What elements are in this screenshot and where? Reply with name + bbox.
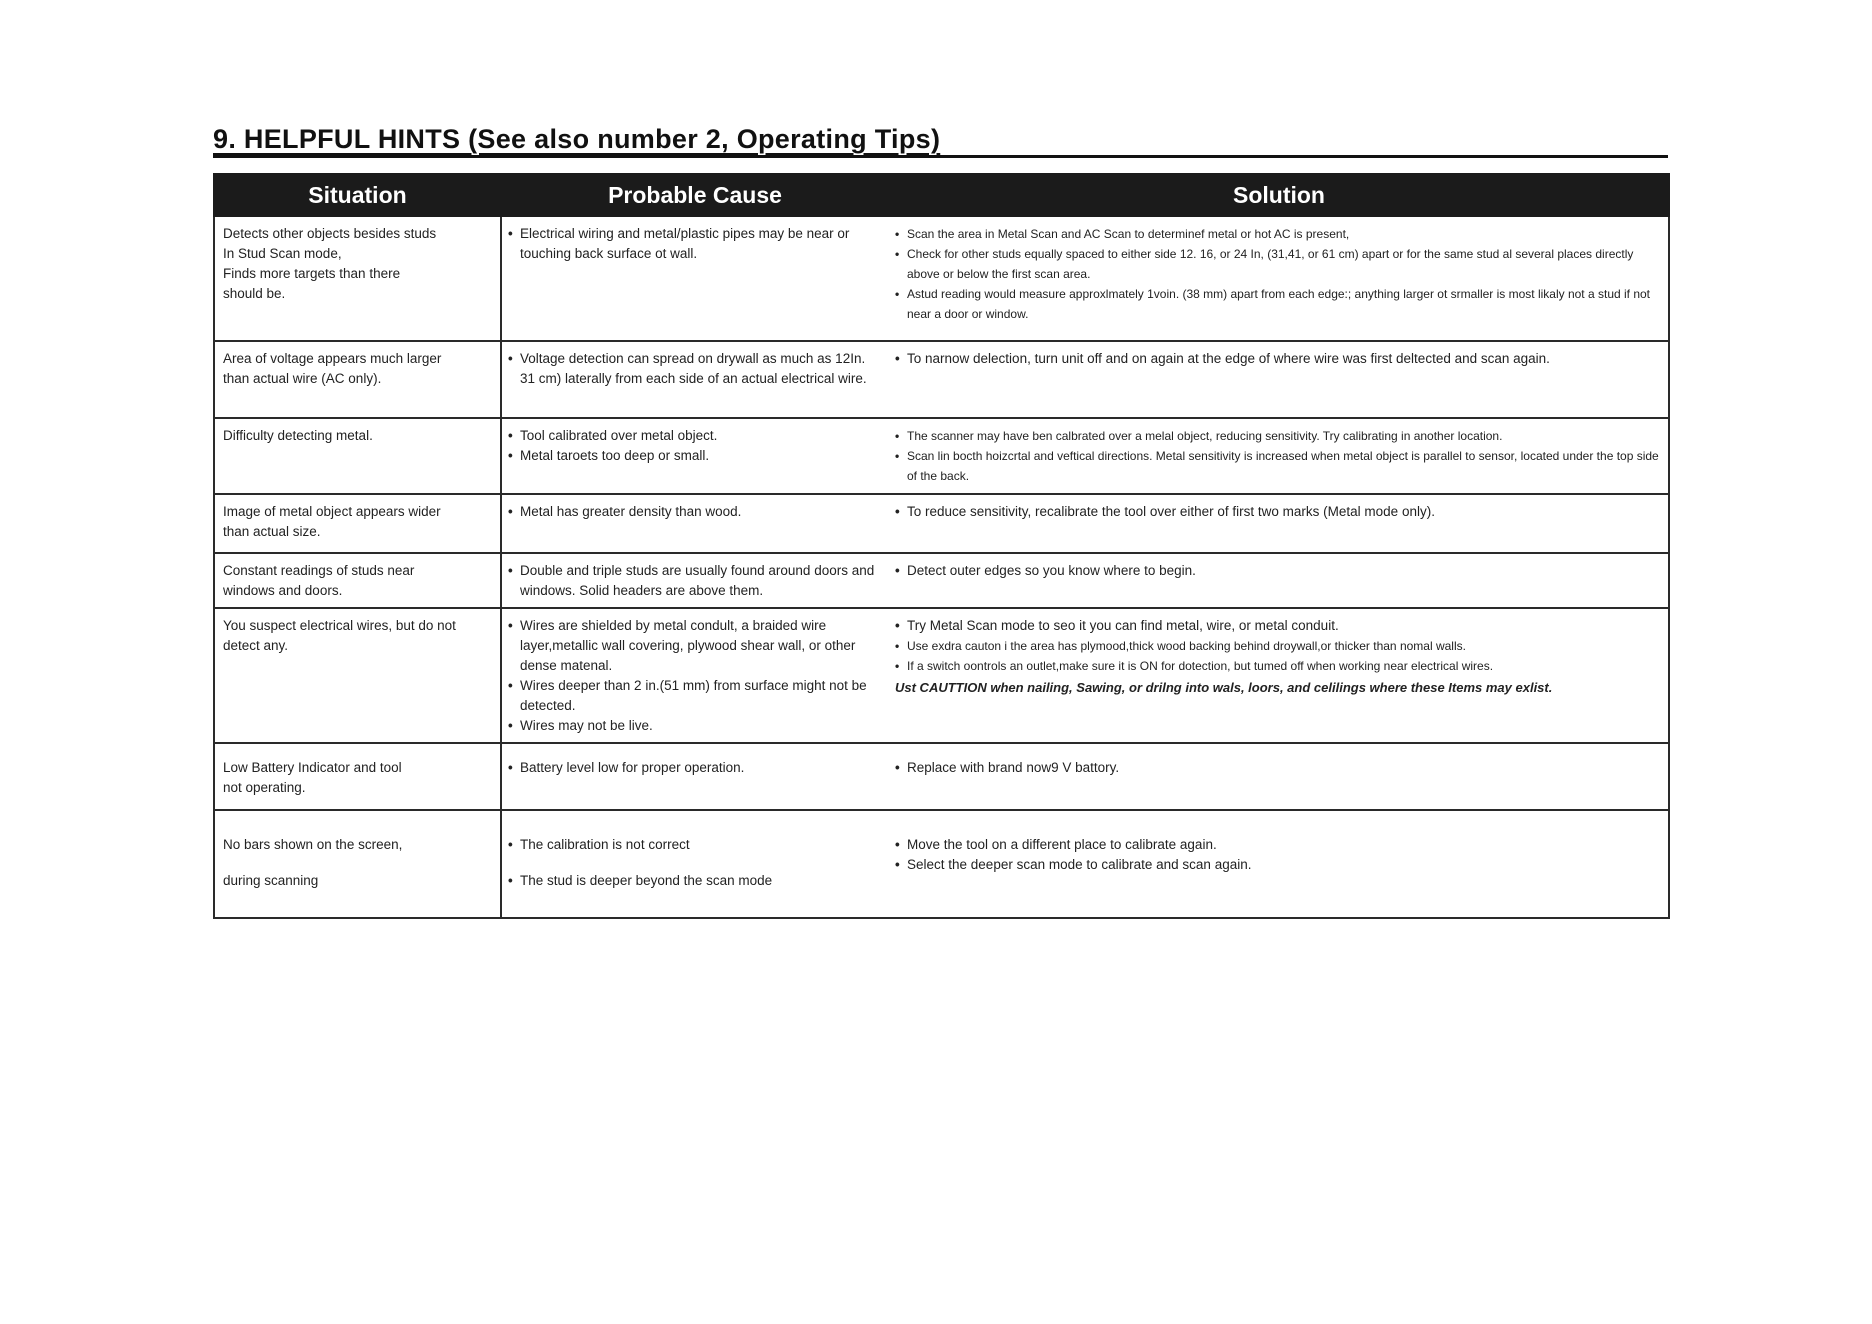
cause-cell xyxy=(501,418,889,494)
bullet-icon: • xyxy=(508,760,513,775)
table-row xyxy=(214,494,1669,553)
bullet-icon: • xyxy=(508,428,513,443)
header-situation: Situation xyxy=(214,174,501,216)
bullet-icon: • xyxy=(895,429,900,443)
situation-line: Difficulty detecting metal. xyxy=(223,428,373,443)
solution-item: • To narnow delection, turn unit off and on again at the edge of where wire was first deltected and scan again. xyxy=(895,349,1660,369)
cause-item: • Wires may not be live. xyxy=(508,716,881,736)
cause-cell xyxy=(501,553,889,608)
situation-line: detect any. xyxy=(223,638,289,653)
solution-cell xyxy=(889,216,1669,341)
solution-cell xyxy=(889,553,1669,608)
header-cause: Probable Cause xyxy=(501,174,889,216)
situation-line: not operating. xyxy=(223,780,306,795)
situation-line: than actual size. xyxy=(223,524,321,539)
situation-line: than actual wire (AC only). xyxy=(223,371,382,386)
situation-line: Low Battery Indicator and tool xyxy=(223,760,402,775)
bullet-icon: • xyxy=(508,718,513,733)
bullet-icon: • xyxy=(508,678,513,693)
bullet-icon: • xyxy=(895,618,900,633)
situation-line: No bars shown on the screen, xyxy=(223,837,403,852)
table-row xyxy=(214,608,1669,743)
bullet-icon: • xyxy=(895,504,900,519)
cause-item: • The calibration is not correct xyxy=(508,835,881,855)
solution-item: • Scan lin bocth hoizcrtal and veftical directions. Metal sensitivity is increased when metal object is parallel to sensor, located under the top side of the back. xyxy=(895,446,1660,486)
table-row xyxy=(214,553,1669,608)
bullet-icon: • xyxy=(895,837,900,852)
cause-item: • Metal taroets too deep or small. xyxy=(508,446,881,466)
header-row xyxy=(214,174,1669,216)
bullet-icon: • xyxy=(895,639,900,653)
page-title: 9. HELPFUL HINTS (See also number 2, Operating Tips) xyxy=(213,124,941,154)
situation-line: during scanning xyxy=(223,873,319,888)
situation-cell xyxy=(214,341,501,418)
cause-cell xyxy=(501,608,889,743)
bullet-icon: • xyxy=(895,659,900,673)
situation-cell xyxy=(214,494,501,553)
cause-item: • Wires are shielded by metal condult, a braided wire layer,metallic wall covering, plywood shear wall, or other dense matenal. xyxy=(508,618,856,673)
table-row xyxy=(214,743,1669,810)
bullet-icon: • xyxy=(895,563,900,578)
cause-cell xyxy=(501,810,889,918)
bullet-icon: • xyxy=(508,618,513,633)
cause-item: • The stud is deeper beyond the scan mode xyxy=(508,871,881,891)
title-rule xyxy=(213,155,1668,158)
table-row xyxy=(214,810,1669,918)
solution-item: • Move the tool on a different place to calibrate again. xyxy=(895,835,1315,855)
cause-item: • Double and triple studs are usually found around doors and windows. Solid headers are above them. xyxy=(508,563,875,598)
situation-cell xyxy=(214,216,501,341)
situation-cell xyxy=(214,553,501,608)
situation-line: Area of voltage appears much larger xyxy=(223,351,442,366)
cause-cell xyxy=(501,341,889,418)
bullet-icon: • xyxy=(895,227,900,241)
situation-line: You suspect electrical wires, but do not xyxy=(223,618,456,633)
situation-line: In Stud Scan mode, xyxy=(223,246,342,261)
bullet-icon: • xyxy=(508,351,513,366)
bullet-icon: • xyxy=(895,247,900,261)
bullet-icon: • xyxy=(895,287,900,301)
cause-cell xyxy=(501,216,889,341)
table-row xyxy=(214,216,1669,341)
solution-item: • Use exdra cauton i the area has plymood,thick wood backing behind droywall,or thicker than nomal walls. xyxy=(895,636,1660,656)
bullet-icon: • xyxy=(508,563,513,578)
cause-item: • Tool calibrated over metal object. xyxy=(508,426,881,446)
cause-item: • Battery level low for proper operation. xyxy=(508,758,881,778)
solution-item: • If a switch oontrols an outlet,make sure it is ON for dotection, but tumed off when working near electrical wires. xyxy=(895,656,1660,676)
situation-line: Constant readings of studs near xyxy=(223,563,415,578)
helpful-hints-table xyxy=(213,173,1670,919)
solution-item: • Detect outer edges so you know where to begin. xyxy=(895,561,1660,581)
cause-cell xyxy=(501,494,889,553)
solution-item: • Check for other studs equally spaced to either side 12. 16, or 24 In, (31,41, or 61 cm) apart or for the same stud al several places directly above or below the first scan area. xyxy=(895,244,1660,284)
bullet-icon: • xyxy=(508,226,513,241)
solution-item: • Try Metal Scan mode to seo it you can find metal, wire, or metal conduit. xyxy=(895,616,1660,636)
solution-cell xyxy=(889,608,1669,743)
table-row xyxy=(214,341,1669,418)
situation-cell xyxy=(214,743,501,810)
bullet-icon: • xyxy=(895,857,900,872)
solution-item: • Scan the area in Metal Scan and AC Scan to determinef metal or hot AC is present, xyxy=(895,224,1660,244)
solution-item: • Select the deeper scan mode to calibrate and scan again. xyxy=(895,855,1315,875)
cause-item: • Electrical wiring and metal/plastic pipes may be near or touching back surface ot wall. xyxy=(508,226,850,261)
bullet-icon: • xyxy=(508,873,513,888)
situation-cell xyxy=(214,810,501,918)
bullet-icon: • xyxy=(508,837,513,852)
caution-note: Ust CAUTTION when nailing, Sawing, or drilng into wals, loors, and celilings where these Items may exlist. xyxy=(895,680,1553,695)
situation-line: Detects other objects besides studs xyxy=(223,226,437,241)
situation-line: Finds more targets than there xyxy=(223,266,401,281)
cause-item: • Voltage detection can spread on drywall as much as 12In. 31 cm) laterally from each side of an actual electrical wire. xyxy=(508,351,867,386)
bullet-icon: • xyxy=(508,504,513,519)
solution-item: • The scanner may have ben calbrated over a melal object, reducing sensitivity. Try calibrating in another location. xyxy=(895,426,1660,446)
bullet-icon: • xyxy=(895,449,900,463)
line-gap xyxy=(508,855,881,871)
solution-item: • Replace with brand now9 V battory. xyxy=(895,758,1660,778)
situation-cell xyxy=(214,418,501,494)
solution-cell xyxy=(889,418,1669,494)
header-solution: Solution xyxy=(889,174,1669,216)
bullet-icon: • xyxy=(895,760,900,775)
cause-item: • Metal has greater density than wood. xyxy=(508,502,881,522)
situation-line: Image of metal object appears wider xyxy=(223,504,441,519)
solution-cell xyxy=(889,494,1669,553)
solution-item: • To reduce sensitivity, recalibrate the tool over either of first two marks (Metal mode only). xyxy=(895,502,1660,522)
solution-cell xyxy=(889,743,1669,810)
situation-line: should be. xyxy=(223,286,286,301)
solution-cell xyxy=(889,341,1669,418)
cause-cell xyxy=(501,743,889,810)
solution-cell xyxy=(889,810,1669,918)
table-row xyxy=(214,418,1669,494)
bullet-icon: • xyxy=(895,351,900,366)
situation-cell xyxy=(214,608,501,743)
situation-line: windows and doors. xyxy=(223,583,343,598)
line-gap xyxy=(223,855,492,871)
bullet-icon: • xyxy=(508,448,513,463)
solution-item: • Astud reading would measure approxlmately 1voin. (38 mm) apart from each edge:; anything larger ot srmaller is most likaly not a stud if not near a door or window. xyxy=(895,284,1660,324)
cause-item: • Wires deeper than 2 in.(51 mm) from surface might not be detected. xyxy=(508,678,867,713)
